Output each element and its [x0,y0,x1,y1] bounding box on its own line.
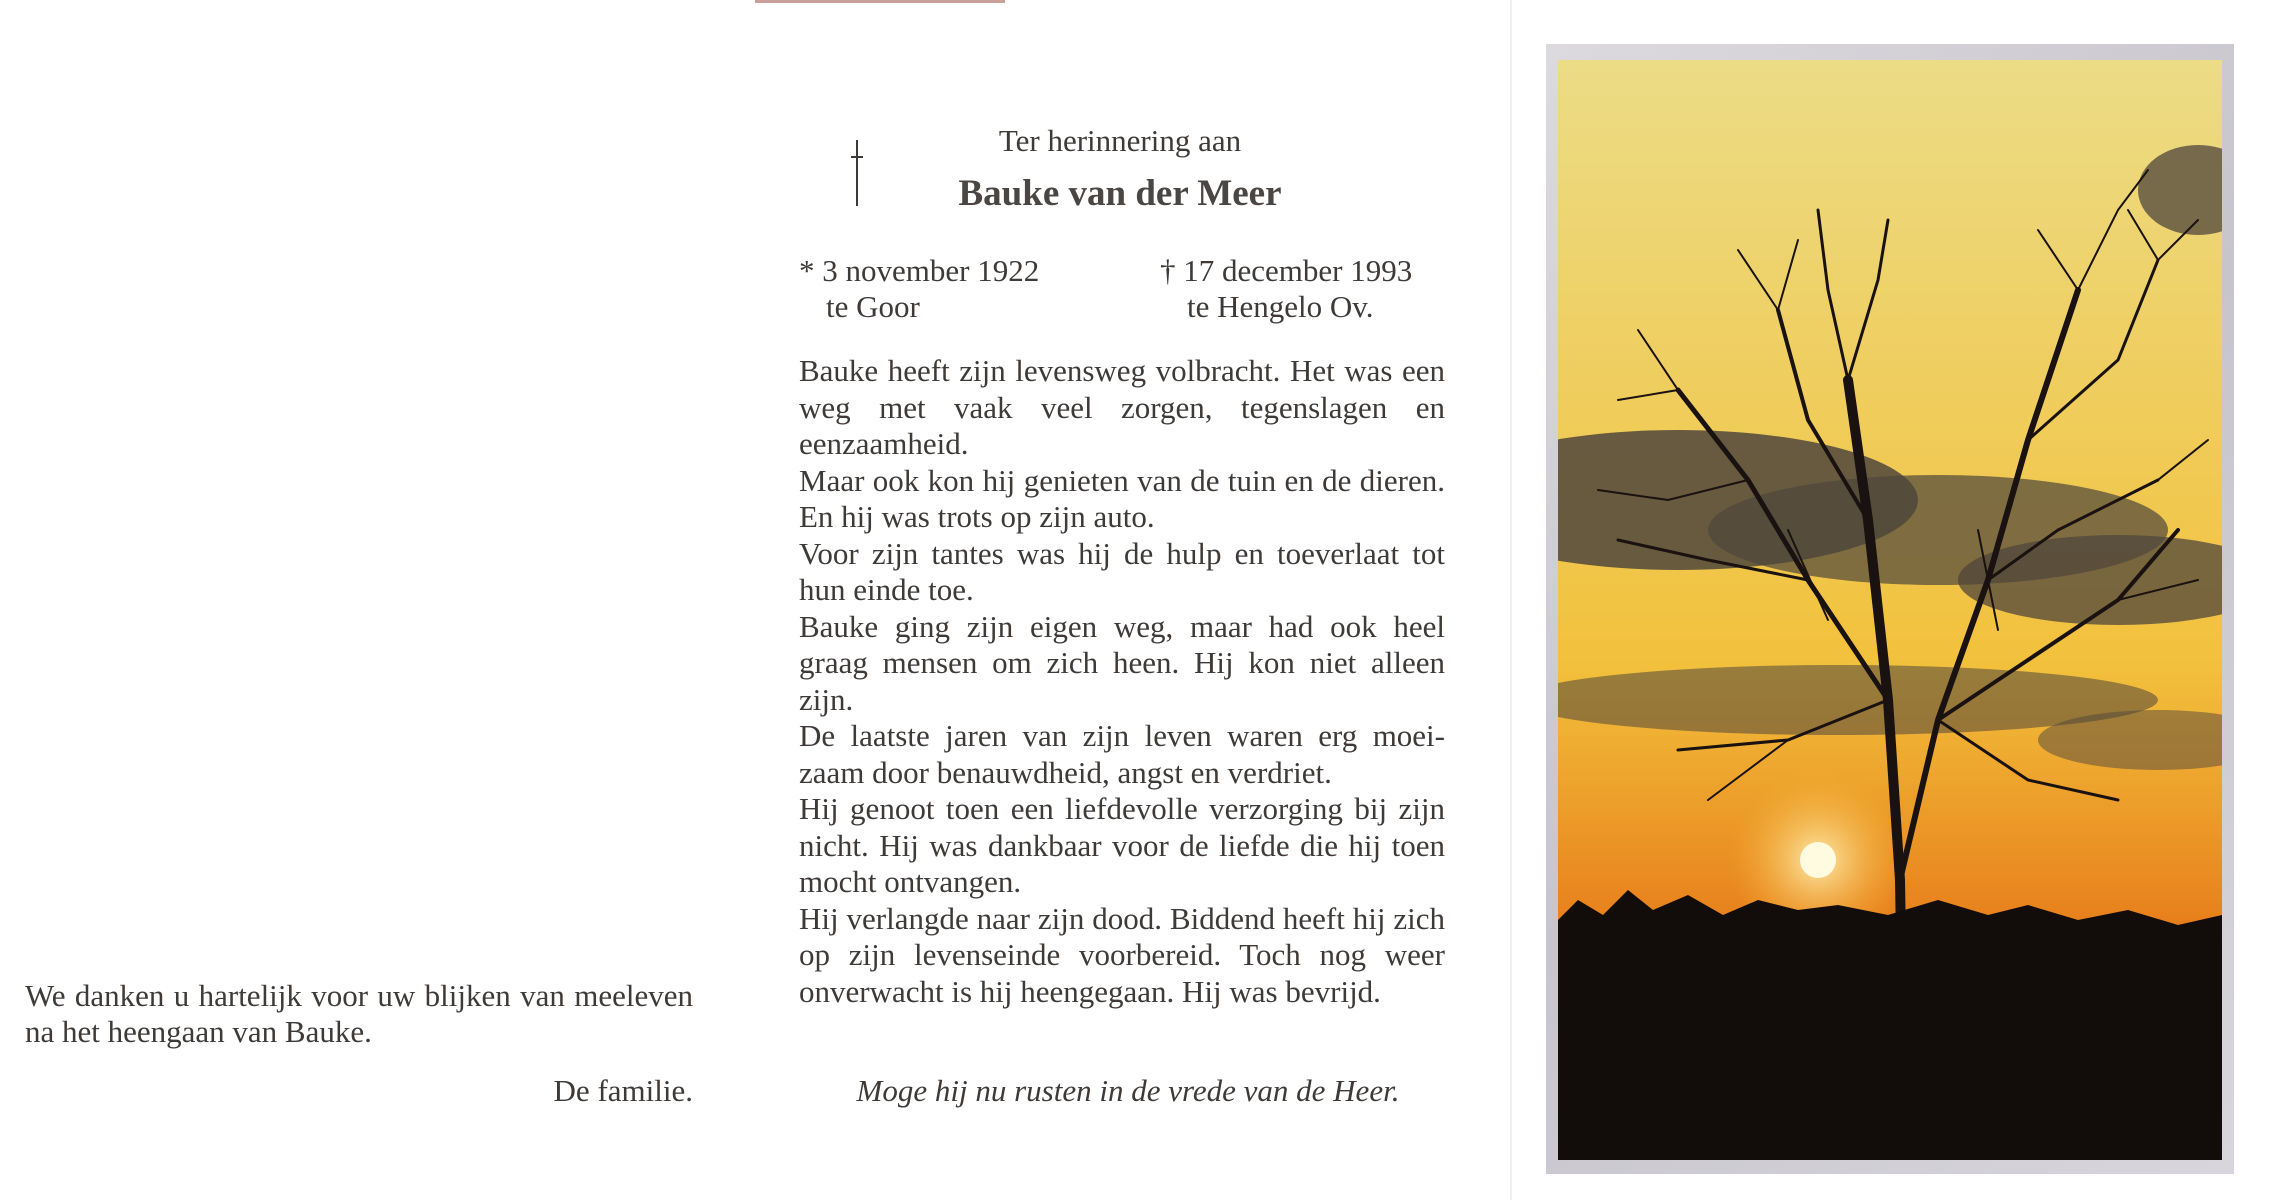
closing-prayer: Moge hij nu rusten in de vrede van de Heer. [856,1073,1400,1108]
thanks-signature: De familie. [553,1073,693,1108]
birth-place: te Goor [826,289,920,324]
memorial-paragraph: Hij verlangde naar zijn dood. Biddend heeft hij zich op zijn levenseinde voorbereid. Toch nog weer onverwacht is hij heengegaan. Hij was bevrijd. [799,900,1445,1009]
memorial-paragraph: Maar ook kon hij genieten van de tuin en de dieren. En hij was trots op zijn auto. [799,462,1445,534]
memorial-paragraph: De laatste jaren van zijn leven waren erg moei-zaam door benauwdheid, angst en verdriet. [799,718,1445,790]
thanks-text: We danken u hartelijk voor uw blijken van meeleven na het heengaan van Bauke. [25,978,693,1049]
memorial-paragraph: Bauke ging zijn eigen weg, maar had ook heel graag mensen om zich heen. Hij kon niet alleen zijn. [799,608,1445,717]
cross-icon [851,140,863,206]
sunset-scene [1558,60,2222,1160]
memorial-paragraph: Voor zijn tantes was hij de hulp en toeverlaat tot hun einde toe. [799,535,1445,607]
deceased-name: Bauke van der Meer [958,173,1282,214]
memorial-label: Ter herinnering aan [998,123,1242,158]
memorial-paragraph: Bauke heeft zijn levensweg volbracht. Het was een weg met vaak veel zorgen, tegenslagen en eenzaamheid. [799,353,1445,461]
death-place: te Hengelo Ov. [1187,289,1374,324]
sun [1800,842,1836,878]
photo-panel [1512,0,2275,1200]
memorial-panel [755,0,1510,1200]
ground-silhouette [1558,890,2222,1160]
sunset-tree-photo [1558,60,2222,1160]
memorial-paragraph: Hij genoot toen een liefdevolle verzorging bij zijn nicht. Hij was dankbaar voor de liefde die hij toen mocht ontvangen. [799,791,1445,899]
death-date: † 17 december 1993 [1160,253,1413,288]
birth-date: * 3 november 1922 [799,253,1040,288]
thanks-panel [0,0,755,1200]
memorial-text [799,353,1445,1010]
